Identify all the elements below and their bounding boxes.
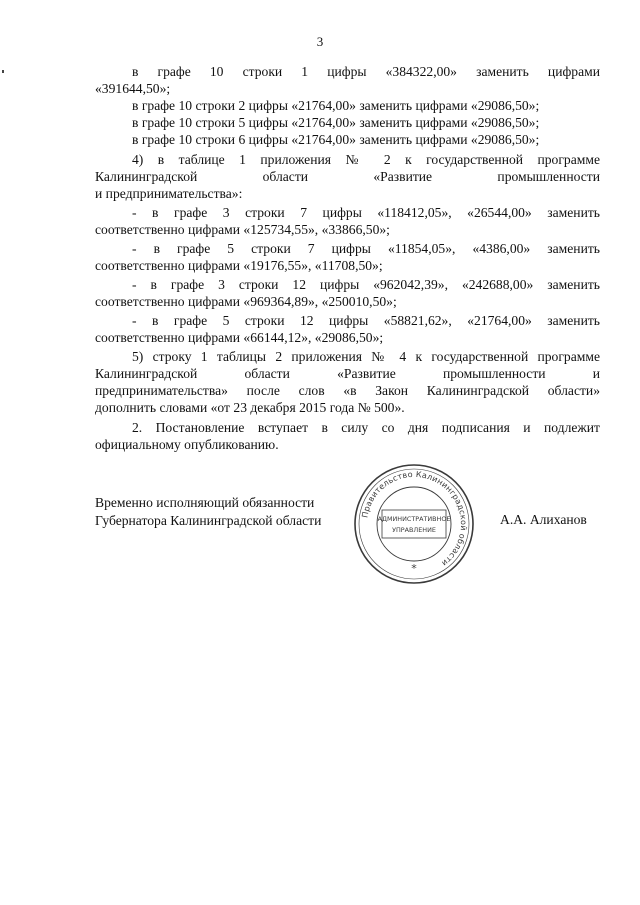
official-seal <box>352 462 476 586</box>
body-line: 5) строку 1 таблицы 2 приложения № 4 к государственной программе <box>132 349 600 364</box>
list-item-line: - в графе 3 строки 12 цифры «962042,39», «242688,00» заменить <box>132 277 600 292</box>
body-line: в графе 10 строки 1 цифры «384322,00» заменить цифрами <box>132 64 600 79</box>
margin-mark <box>2 70 4 73</box>
body-line: Калининградской области «Развитие промышленности и <box>95 366 600 381</box>
page-number: 3 <box>316 34 324 49</box>
body-line: и предпринимательства»: <box>95 186 243 201</box>
seal-star: * <box>411 562 417 575</box>
body-line: официальному опубликованию. <box>95 437 279 452</box>
body-line: 4) в таблице 1 приложения № 2 к государственной программе <box>132 152 600 167</box>
list-item-line: - в графе 5 строки 7 цифры «11854,05», «4386,00» заменить <box>132 241 600 256</box>
list-item-line: - в графе 3 строки 7 цифры «118412,05», «26544,00» заменить <box>132 205 600 220</box>
list-item-line: - в графе 5 строки 12 цифры «58821,62», «21764,00» заменить <box>132 313 600 328</box>
body-line: соответственно цифрами «66144,12», «29086,50»; <box>95 330 384 345</box>
body-line: 2. Постановление вступает в силу со дня подписания и подлежит <box>132 420 600 435</box>
body-line: Калининградской области «Развитие промышленности <box>95 169 600 184</box>
signature-title-line: Временно исполняющий обязанности <box>95 495 315 510</box>
body-line: дополнить словами «от 23 декабря 2015 года № 500». <box>95 400 405 415</box>
seal-outer-text: Правительство Калининградской области <box>360 469 469 569</box>
body-line: соответственно цифрами «125734,55», «33866,50»; <box>95 222 390 237</box>
body-line: «391644,50»; <box>95 81 171 96</box>
body-line: в графе 10 строки 5 цифры «21764,00» заменить цифрами «29086,50»; <box>132 115 540 130</box>
signature-title <box>95 494 321 530</box>
body-line: в графе 10 строки 6 цифры «21764,00» заменить цифрами «29086,50»; <box>132 132 540 147</box>
signature-title-line: Губернатора Калининградской области <box>95 513 322 528</box>
body-line: соответственно цифрами «19176,55», «11708,50»; <box>95 258 383 273</box>
body-line: соответственно цифрами «969364,89», «250010,50»; <box>95 294 397 309</box>
seal-center-line1: АДМИНИСТРАТИВНОЕ <box>377 515 451 523</box>
body-line: в графе 10 строки 2 цифры «21764,00» заменить цифрами «29086,50»; <box>132 98 540 113</box>
body-line: предпринимательства» после слов «в Закон Калининградской области» <box>95 383 600 398</box>
seal-center-line2: УПРАВЛЕНИЕ <box>392 526 436 534</box>
signer-name: А.А. Алиханов <box>500 512 587 527</box>
